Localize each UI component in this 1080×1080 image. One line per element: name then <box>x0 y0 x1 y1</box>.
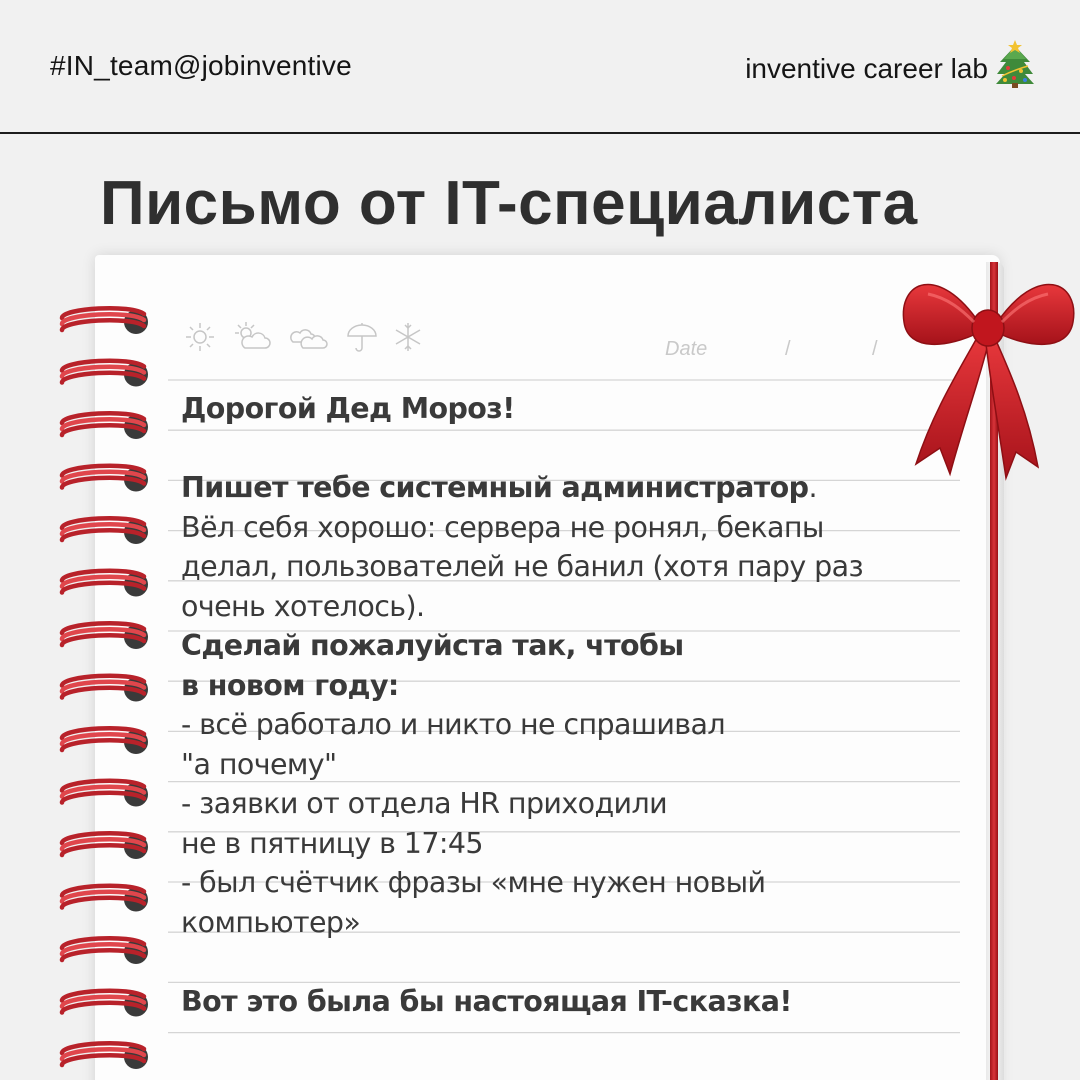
wish-line: - заявки от отдела HR приходили <box>181 787 668 820</box>
intro-line <box>181 468 981 508</box>
brand-name: inventive career lab <box>745 53 988 84</box>
intro-end: . <box>808 471 817 504</box>
spiral-ring <box>62 886 148 912</box>
spiral-ring <box>62 518 148 544</box>
spiral-ring <box>62 833 148 859</box>
clouds-icon <box>287 320 331 354</box>
spiral-ring <box>62 938 148 964</box>
date-separator: / <box>872 338 878 360</box>
red-bow-icon <box>898 252 1078 482</box>
page-title: Письмо от IT-специалиста <box>100 169 918 238</box>
date-separator: / <box>785 338 791 360</box>
spiral-ring <box>62 676 148 702</box>
spiral-ring <box>62 623 148 649</box>
blank-line <box>181 429 981 469</box>
spiral-ring <box>62 308 148 334</box>
weather-icons <box>183 320 423 354</box>
team-handle: #IN_team@jobinventive <box>50 50 352 81</box>
wish-line: - всё работало и никто не спрашивал <box>181 708 725 741</box>
wish-line: компьютер» <box>181 905 361 939</box>
spiral-ring <box>62 466 148 492</box>
spiral-ring <box>62 781 148 807</box>
blank-line <box>181 942 981 982</box>
paragraph-line: делал, пользователей не банил (хотя пару раз <box>181 550 864 583</box>
spiral-ring <box>62 1043 148 1069</box>
sun-icon <box>183 320 217 354</box>
greeting: Дорогой Дед Мороз! <box>181 392 515 425</box>
umbrella-icon <box>345 320 379 354</box>
wish-line: "а почему" <box>181 747 337 781</box>
spiral-ring <box>62 413 148 439</box>
paragraph-line: Вёл себя хорошо: сервера не ронял, бекапы <box>181 510 824 544</box>
wish-line: не в пятницу в 17:45 <box>181 826 483 860</box>
intro-bold: Пишет тебе системный администратор <box>181 471 809 504</box>
spiral-ring <box>62 991 148 1017</box>
red-spiral-binding <box>52 300 162 1080</box>
spiral-ring <box>62 571 148 597</box>
sun-cloud-icon <box>231 320 273 354</box>
request-line: в новом году: <box>181 668 399 702</box>
wish-line: - был счётчик фразы «мне нужен новый <box>181 866 766 899</box>
request-line: Сделай пожалуйста так, чтобы <box>181 629 684 662</box>
snowflake-icon <box>393 320 423 354</box>
spiral-ring <box>62 361 148 387</box>
spiral-ring <box>62 728 148 754</box>
letter-body <box>181 389 981 1021</box>
date-label: Date <box>665 338 708 360</box>
closing-line: Вот это была бы настоящая IT-сказка! <box>181 984 792 1018</box>
paragraph-line: очень хотелось). <box>181 589 425 623</box>
